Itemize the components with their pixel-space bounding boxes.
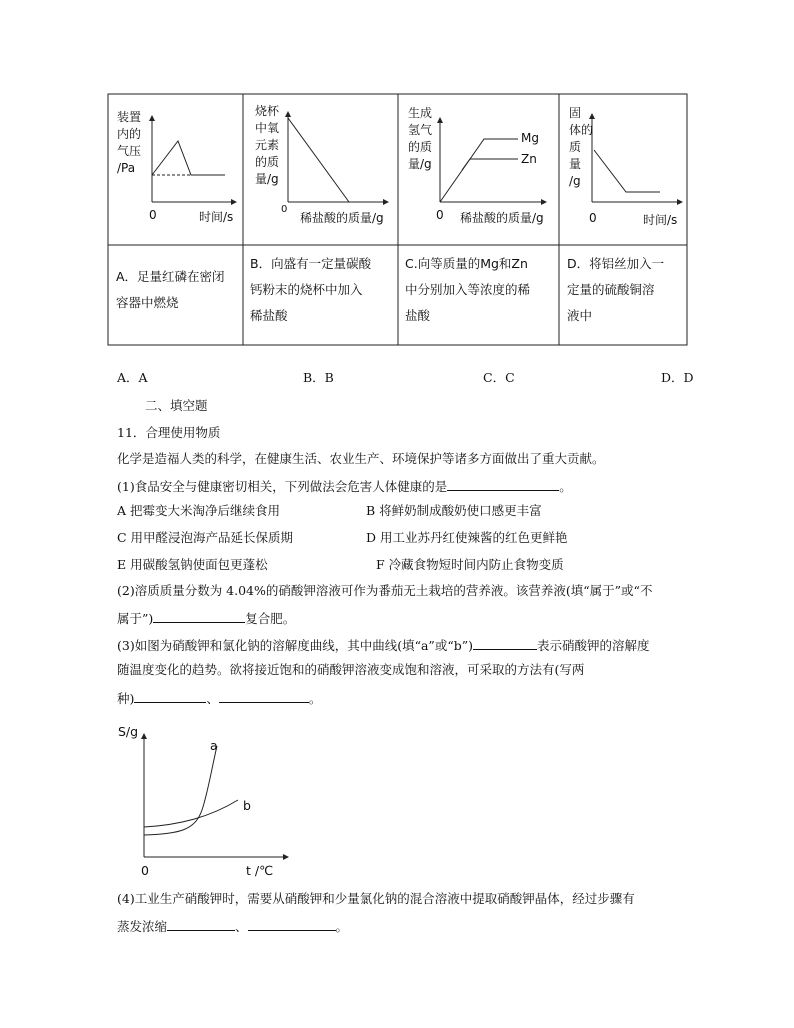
q11-intro: 化学是造福人类的科学，在健康生活、农业生产、环境保护等诸多方面做出了重大贡献。 (117, 451, 605, 466)
q11-part1: (1)食品安全与健康密切相关，下列做法会危害人体健康的是 。 (117, 479, 572, 494)
answer-blank-5[interactable] (219, 689, 309, 703)
graph-c-xlabel: 稀盐酸的质量/g (460, 211, 544, 225)
answer-blank-4[interactable] (134, 689, 206, 703)
graph-a-origin: 0 (149, 208, 157, 222)
choice-d: D 用工业苏丹红使辣酱的红色更鲜艳 (366, 530, 568, 545)
solubility-xlabel: t /℃ (246, 863, 274, 878)
caption-d: D．将铝丝加入一 定量的硫酸铜溶 液中 (567, 256, 665, 323)
caption-c: C.向等质量的Mg和Zn 中分别加入等浓度的稀 盐酸 (405, 256, 531, 323)
solubility-graph (110, 712, 300, 882)
curve-a (144, 746, 217, 835)
graph-d-origin: 0 (589, 211, 597, 225)
graph-d-xlabel: 时间/s (643, 213, 678, 227)
curve-b (144, 800, 238, 827)
choice-c: C 用甲醛浸泡海产品延长保质期 (117, 530, 294, 545)
q11-part4-line1: (4)工业生产硝酸钾时，需要从硝酸钾和少量氯化钠的混合溶液中提取硝酸钾晶体，经过步骤有 (117, 891, 635, 906)
graph-b-ylabel: 烧杯 中氧 元素 的质 量/g (255, 104, 280, 186)
graph-c-series-zn: Zn (521, 152, 537, 166)
choice-f: F 冷藏食物短时间内防止食物变质 (376, 557, 564, 572)
choice-a: A 把霉变大米淘净后继续食用 (117, 503, 281, 518)
caption-a: A．足量红磷在密闭 容器中燃烧 (116, 269, 225, 310)
option-d: D．D (661, 370, 694, 385)
option-b: B．B (303, 370, 334, 385)
answer-blank-7[interactable] (248, 917, 336, 931)
solubility-origin: 0 (141, 863, 149, 878)
answer-blank-1[interactable] (447, 477, 559, 491)
solubility-ylabel: S/g (118, 724, 139, 739)
graph-b-xlabel: 稀盐酸的质量/g (300, 211, 384, 225)
q11-part3-line2: 随温度变化的趋势。欲将接近饱和的硝酸钾溶液变成饱和溶液，可采取的方法有(写两 (117, 662, 585, 677)
graph-d-ylabel: 固 体的 质 量 /g (569, 106, 594, 188)
answer-blank-3[interactable] (473, 636, 537, 650)
graph-d (592, 114, 682, 202)
graph-a (152, 116, 236, 202)
graph-b-origin: 0 (281, 204, 288, 215)
answer-blank-6[interactable] (167, 917, 235, 931)
choice-e: E 用碳酸氢钠使面包更蓬松 (117, 557, 268, 572)
section-title: 二、填空题 (145, 398, 208, 413)
graph-b (288, 112, 388, 202)
graph-a-xlabel: 时间/s (199, 210, 234, 224)
answer-blank-2[interactable] (153, 609, 245, 623)
solubility-label-b: b (243, 798, 251, 813)
graph-c-ylabel: 生成 氢气 的质 量/g (408, 106, 433, 171)
graph-c-origin: 0 (436, 208, 444, 222)
option-a: A．A (117, 370, 148, 385)
graph-c-series-mg: Mg (521, 131, 539, 145)
solubility-graph-svg (110, 712, 300, 882)
q11-part3-line1: (3)如图为硝酸钾和氯化钠的溶解度曲线，其中曲线(填“a”或“b”) 表示硝酸钾的溶解度 (117, 638, 650, 653)
choice-b: B 将鲜奶制成酸奶使口感更丰富 (366, 503, 542, 518)
q11-part2-line2: 属于”) 复合肥。 (117, 611, 296, 626)
option-c: C．C (483, 370, 515, 385)
q11-part2-line1: (2)溶质质量分数为 4.04%的硝酸钾溶液可作为番茄无土栽培的营养液。该营养液(填“属于”或“不 (117, 583, 653, 598)
graph-a-ylabel: 装置 内的 气压 /Pa (117, 110, 142, 175)
q11-part3-line3: 种) 、 。 (117, 691, 322, 706)
caption-b: B．向盛有一定量碳酸 钙粉末的烧杯中加入 稀盐酸 (250, 256, 372, 323)
graph-table (0, 0, 794, 360)
solubility-label-a: a (210, 738, 218, 753)
q11-title: 11．合理使用物质 (117, 425, 221, 440)
q11-part4-line2: 蒸发浓缩 、 。 (117, 919, 349, 934)
